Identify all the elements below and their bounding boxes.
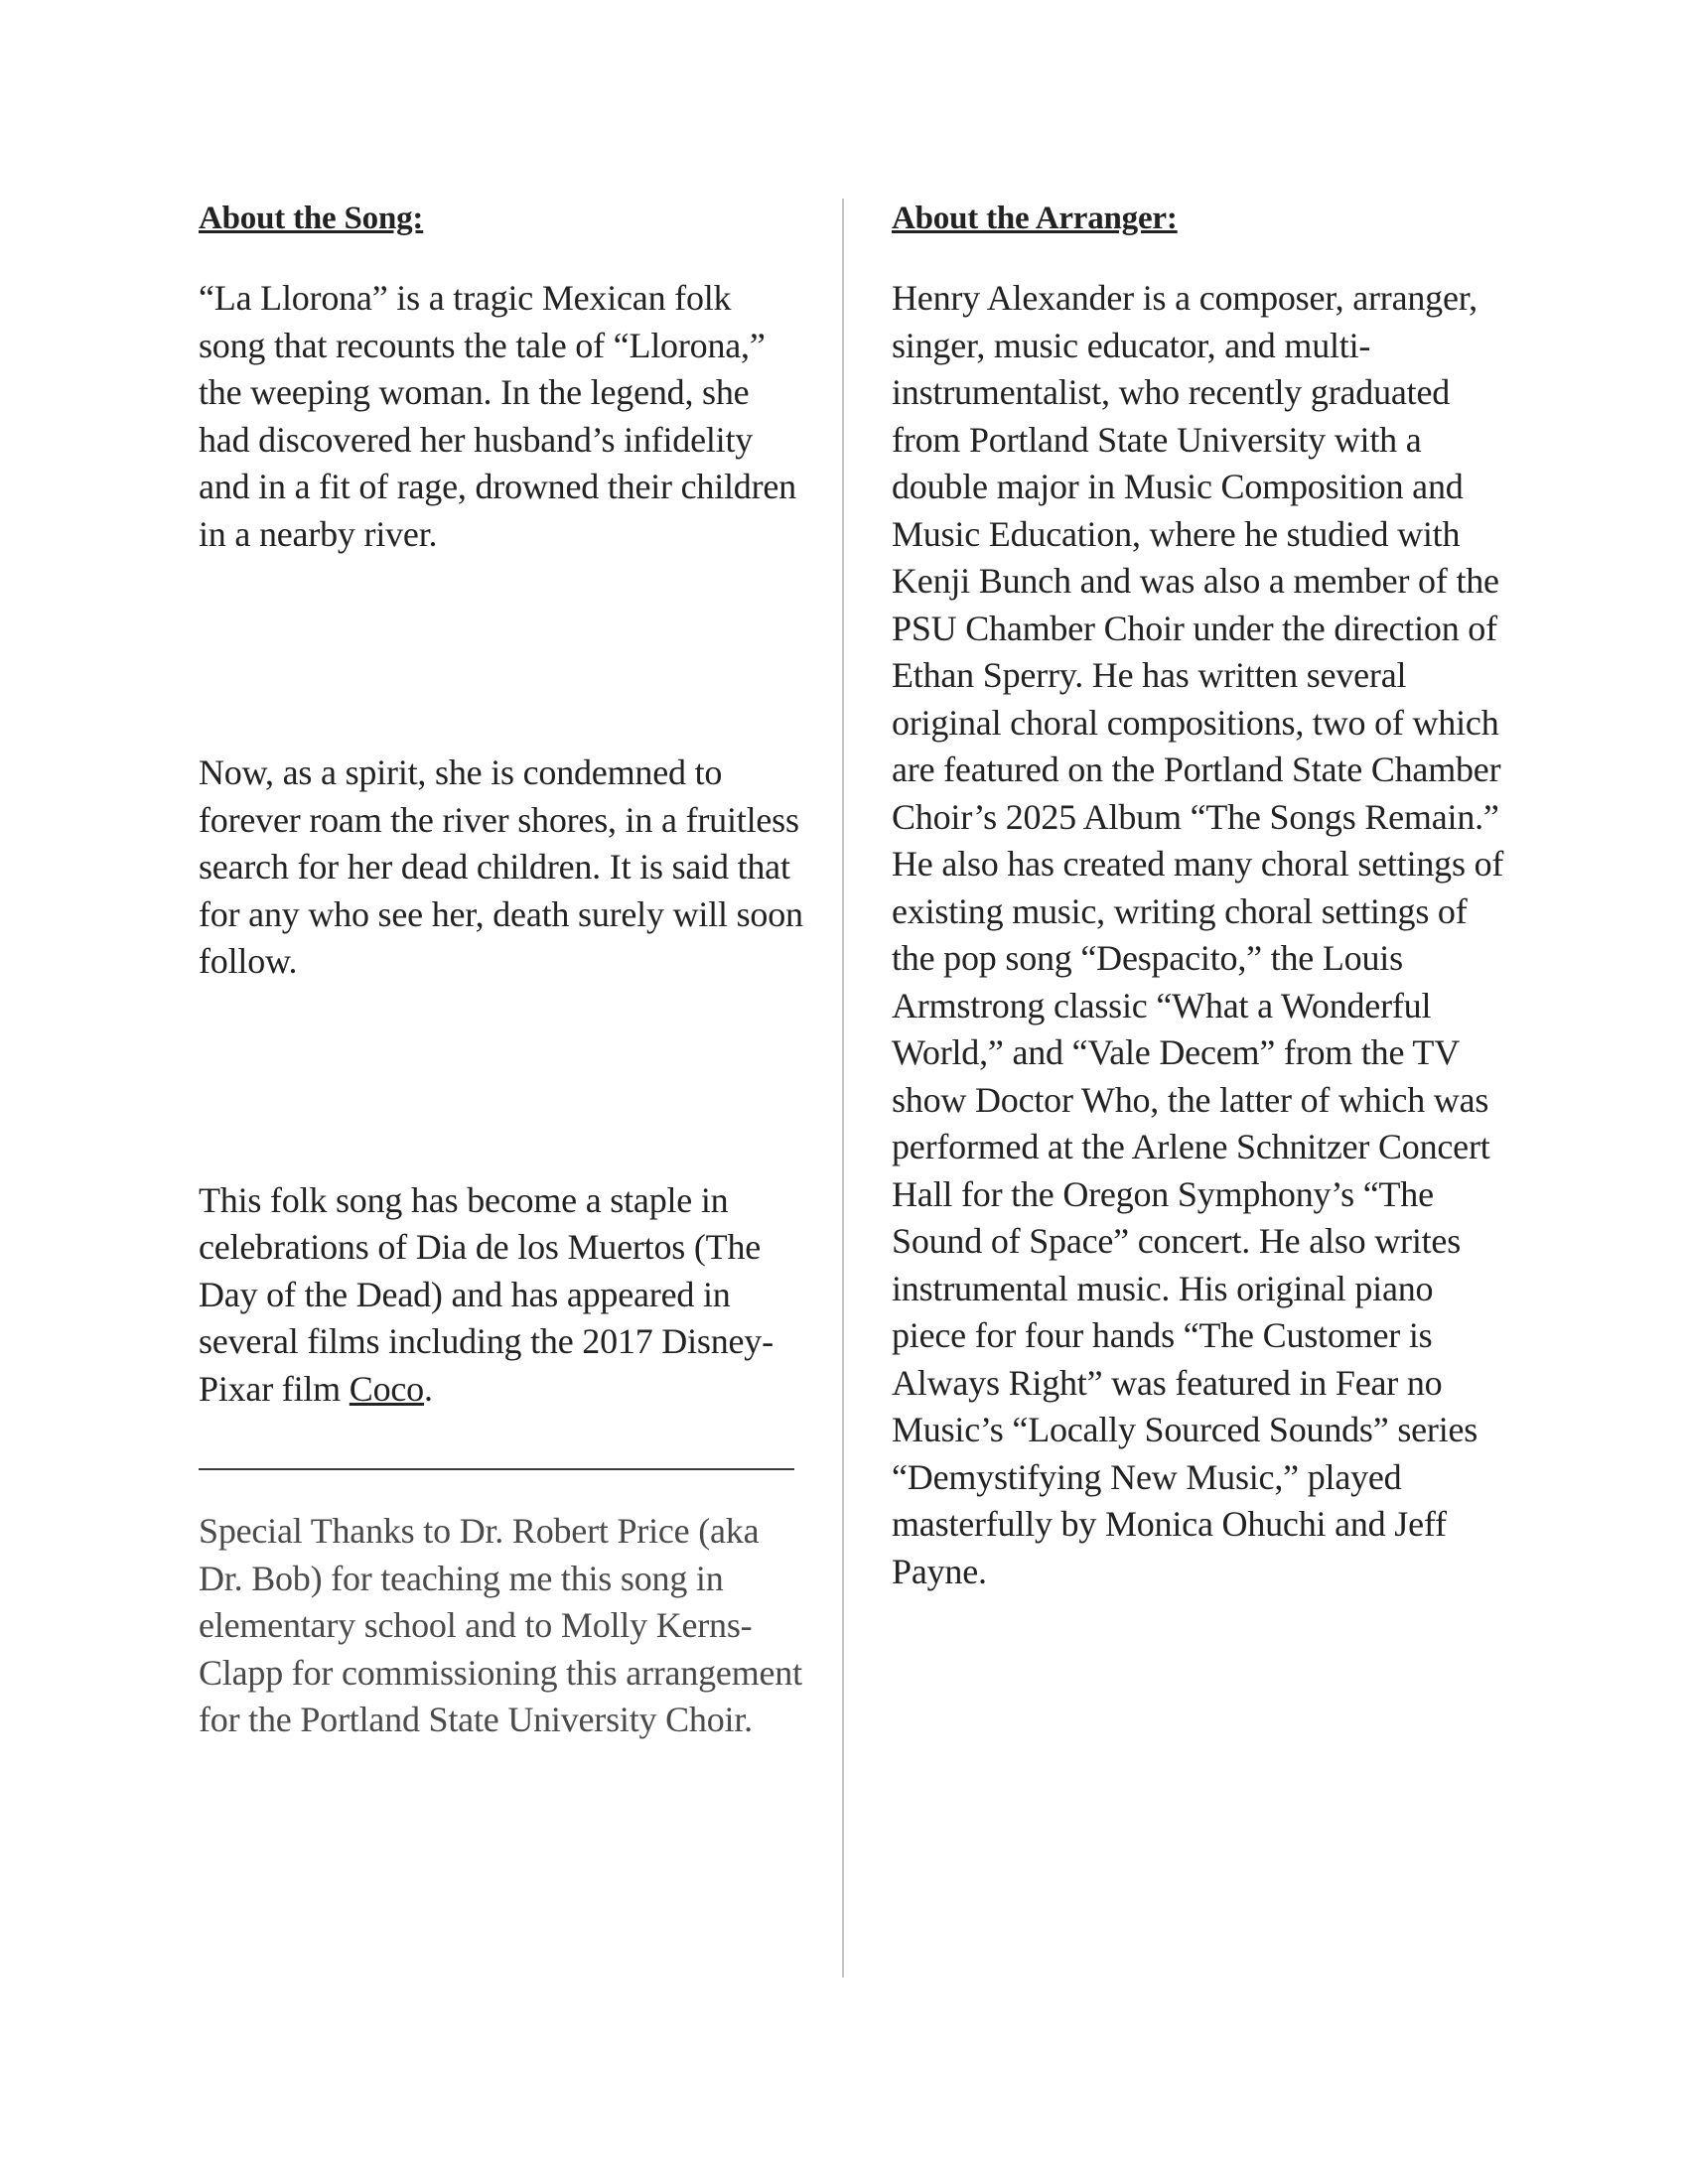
special-thanks: Special Thanks to Dr. Robert Price (aka Dr. Bob) for teaching me this song in elementary school and to Molly Kerns-Clapp for commissioning this arrangement for the Portland State University Choir. bbox=[199, 1511, 802, 1739]
staple-text-end: . bbox=[424, 1368, 433, 1409]
arranger-bio: Henry Alexander is a composer, arranger, singer, music educator, and multi-instrumentalist, who recently graduated from Portland State University with a double major in Music Composition and Music Education, where he studied with Kenji Bunch and was also a member of the PSU Chamber Choir under the direction of Ethan Sperry. He has written several original choral compositions, two of which are featured on the Portland State Chamber Choir’s 2025 Album “The Songs Remain.” He also has created many choral settings of existing music, writing choral settings of the pop song “Despacito,” the Louis Armstrong classic “What a Wonderful World,” and “Vale Decem” from the TV show Doctor Who, the latter of which was performed at the Arlene Schnitzer Concert Hall for the Oregon Symphony’s “The Sound of Space” concert. He also writes instrumental music. His original piano piece for four hands “The Customer is Always Right” was featured in Fear no Music’s “Locally Sourced Sounds” series “Demystifying New Music,” played masterfully by Monica Ohuchi and Jeff Payne. bbox=[892, 278, 1504, 1591]
song-paragraph-legend: “La Llorona” is a tragic Mexican folk song that recounts the tale of “Llorona,” the weeping woman. In the legend, she had discovered her husband’s infidelity and in a fit of rage, drowned their children in a nearby river. bbox=[199, 278, 796, 554]
film-title: Coco bbox=[349, 1368, 424, 1409]
about-song-column bbox=[199, 199, 804, 1744]
song-paragraph-spirit: Now, as a spirit, she is condemned to forever roam the river shores, in a fruitless search for her dead children. It is said that for any who see her, death surely will soon follow. bbox=[199, 752, 803, 981]
column-divider bbox=[842, 199, 844, 1978]
section-rule bbox=[199, 1468, 794, 1470]
about-arranger-heading: About the Arranger: bbox=[892, 201, 1178, 236]
staple-text: This folk song has become a staple in celebrations of Dia de los Muertos (The Day of the Dead) and has appeared in several films including the 2017 Disney-Pixar film bbox=[199, 1179, 774, 1409]
song-paragraph-staple bbox=[199, 1177, 804, 1414]
about-arranger-column bbox=[892, 199, 1507, 1595]
about-song-heading: About the Song: bbox=[199, 201, 424, 236]
